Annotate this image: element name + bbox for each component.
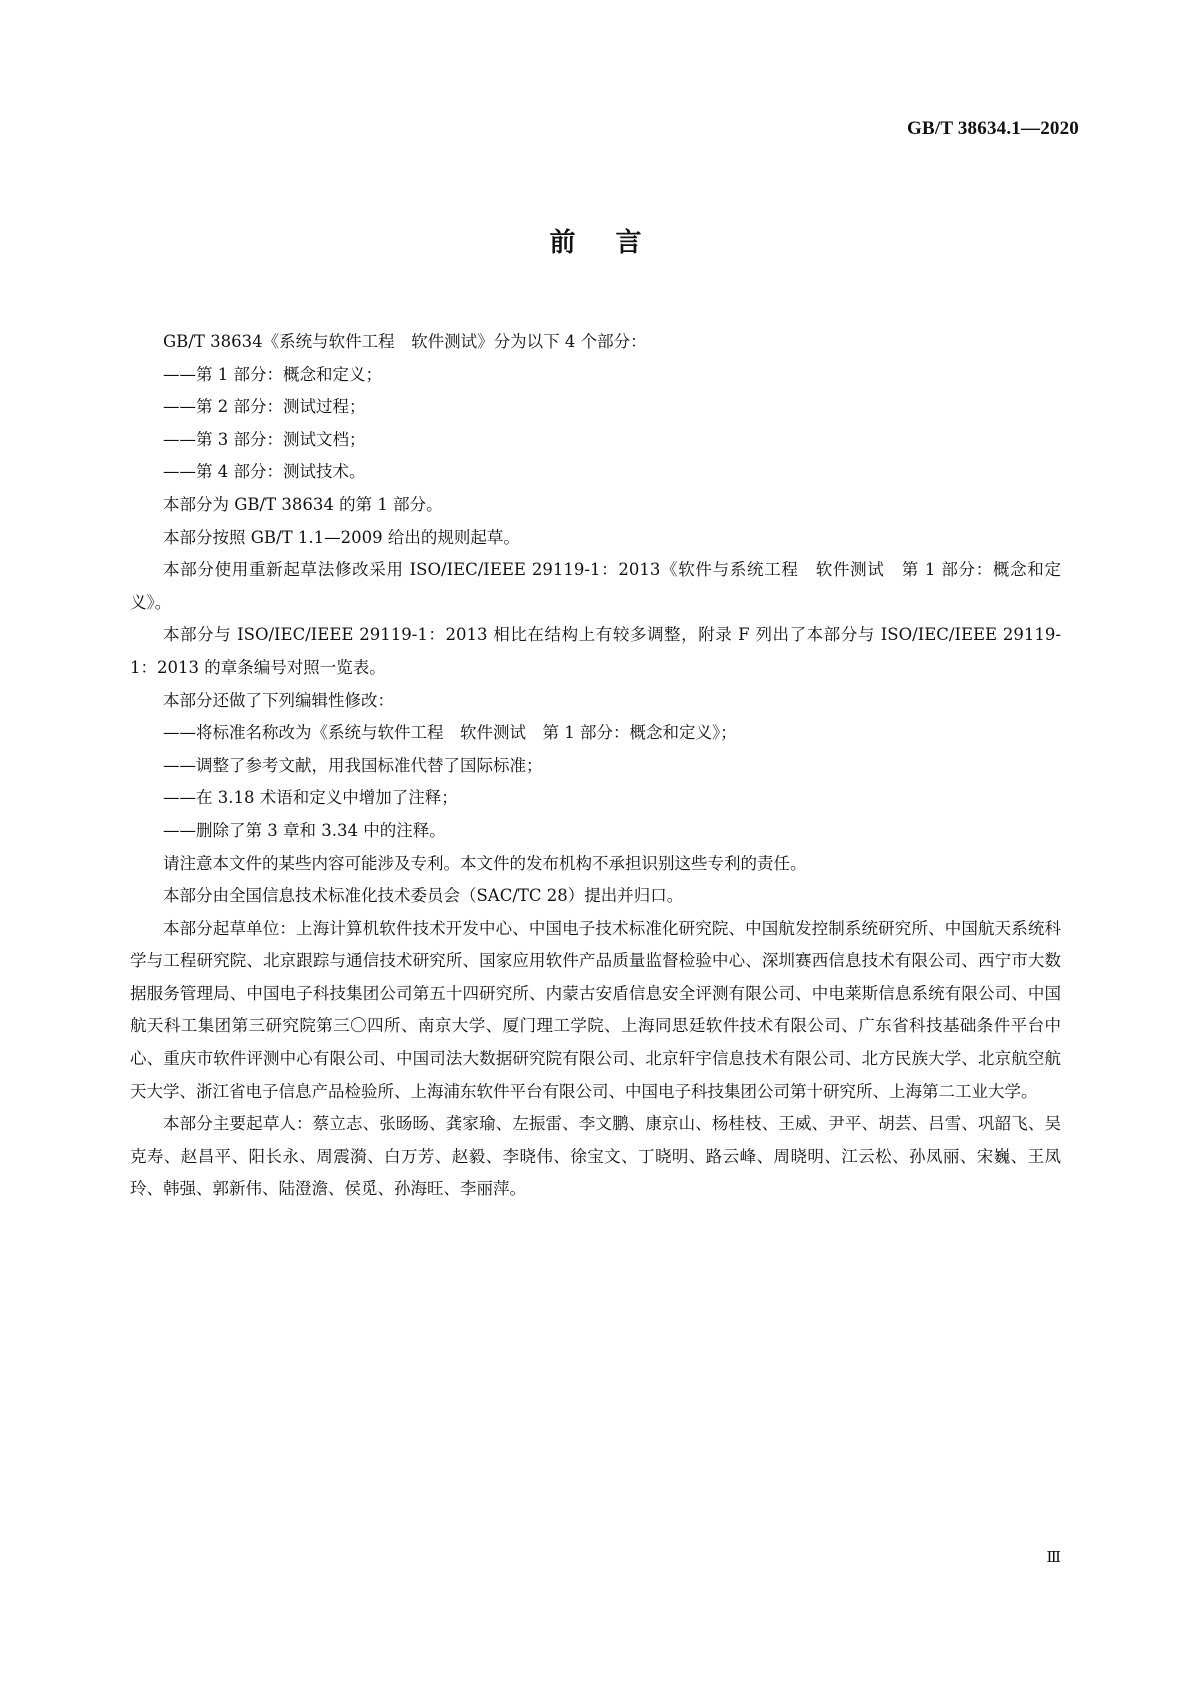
list-item-part-1: ——第 1 部分：概念和定义； xyxy=(163,364,382,384)
paragraph-editorial-intro: 本部分还做了下列编辑性修改： xyxy=(163,690,394,710)
list-item-edit-1: ——将标准名称改为《系统与软件工程 软件测试 第 1 部分：概念和定义》； xyxy=(163,723,737,743)
page-title: 前言 xyxy=(549,228,682,258)
paragraph-drafting-rules: 本部分按照 GB/T 1.1—2009 给出的规则起草。 xyxy=(163,527,520,547)
foreword-body xyxy=(130,326,1061,1206)
paragraph-parts-intro: GB/T 38634《系统与软件工程 软件测试》分为以下 4 个部分： xyxy=(163,332,647,351)
paragraph-structure-changes: 本部分与 ISO/IEC/IEEE 29119-1：2013 相比在结构上有较多调整，附录 F 列出了本部分与 ISO/IEC/IEEE 29119-1：2013 的章条编号对照一览表。 xyxy=(130,625,1061,677)
list-item-part-3: ——第 3 部分：测试文档； xyxy=(163,429,366,449)
paragraph-drafters: 本部分主要起草人：蔡立志、张旸旸、龚家瑜、左振雷、李文鹏、康京山、杨桂枝、王威、尹平、胡芸、吕雪、巩韶飞、吴克寿、赵昌平、阳长永、周震漪、白万芳、赵毅、李晓伟、徐宝文、丁晓明、路云峰、周晓明、江云松、孙凤丽、宋巍、王凤玲、韩强、郭新伟、陆澄澹、侯觅、孙海旺、李丽萍。 xyxy=(130,1114,1061,1199)
paragraph-drafting-units: 本部分起草单位：上海计算机软件技术开发中心、中国电子技术标准化研究院、中国航发控制系统研究所、中国航天系统科学与工程研究院、北京跟踪与通信技术研究所、国家应用软件产品质量监督检验中心、深圳赛西信息技术有限公司、西宁市大数据服务管理局、中国电子科技集团公司第五十四研究所、内蒙古安盾信息安全评测有限公司、中电莱斯信息系统有限公司、中国航天科工集团第三研究院第三〇四所、南京大学、厦门理工学院、上海同思廷软件技术有限公司、广东省科技基础条件平台中心、重庆市软件评测中心有限公司、中国司法大数据研究院有限公司、北京轩宇信息技术有限公司、北方民族大学、北京航空航天大学、浙江省电子信息产品检验所、上海浦东软件平台有限公司、中国电子科技集团公司第十研究所、上海第二工业大学。 xyxy=(130,918,1061,1101)
paragraph-part-statement: 本部分为 GB/T 38634 的第 1 部分。 xyxy=(163,494,443,514)
paragraph-patent-notice: 请注意本文件的某些内容可能涉及专利。本文件的发布机构不承担识别这些专利的责任。 xyxy=(163,853,807,873)
list-item-edit-2: ——调整了参考文献，用我国标准代替了国际标准； xyxy=(163,755,543,775)
paragraph-proposer: 本部分由全国信息技术标准化技术委员会（SAC/TC 28）提出并归口。 xyxy=(163,886,684,906)
document-code: GB/T 38634.1—2020 xyxy=(907,118,1079,139)
list-item-edit-4: ——删除了第 3 章和 3.34 中的注释。 xyxy=(163,820,446,840)
list-item-part-2: ——第 2 部分：测试过程； xyxy=(163,397,366,417)
list-item-part-4: ——第 4 部分：测试技术。 xyxy=(163,462,366,482)
paragraph-adoption: 本部分使用重新起草法修改采用 ISO/IEC/IEEE 29119-1：2013《软件与系统工程 软件测试 第 1 部分：概念和定义》。 xyxy=(130,560,1061,612)
list-item-edit-3: ——在 3.18 术语和定义中增加了注释； xyxy=(163,788,458,808)
page-number: Ⅲ xyxy=(1046,1550,1061,1566)
